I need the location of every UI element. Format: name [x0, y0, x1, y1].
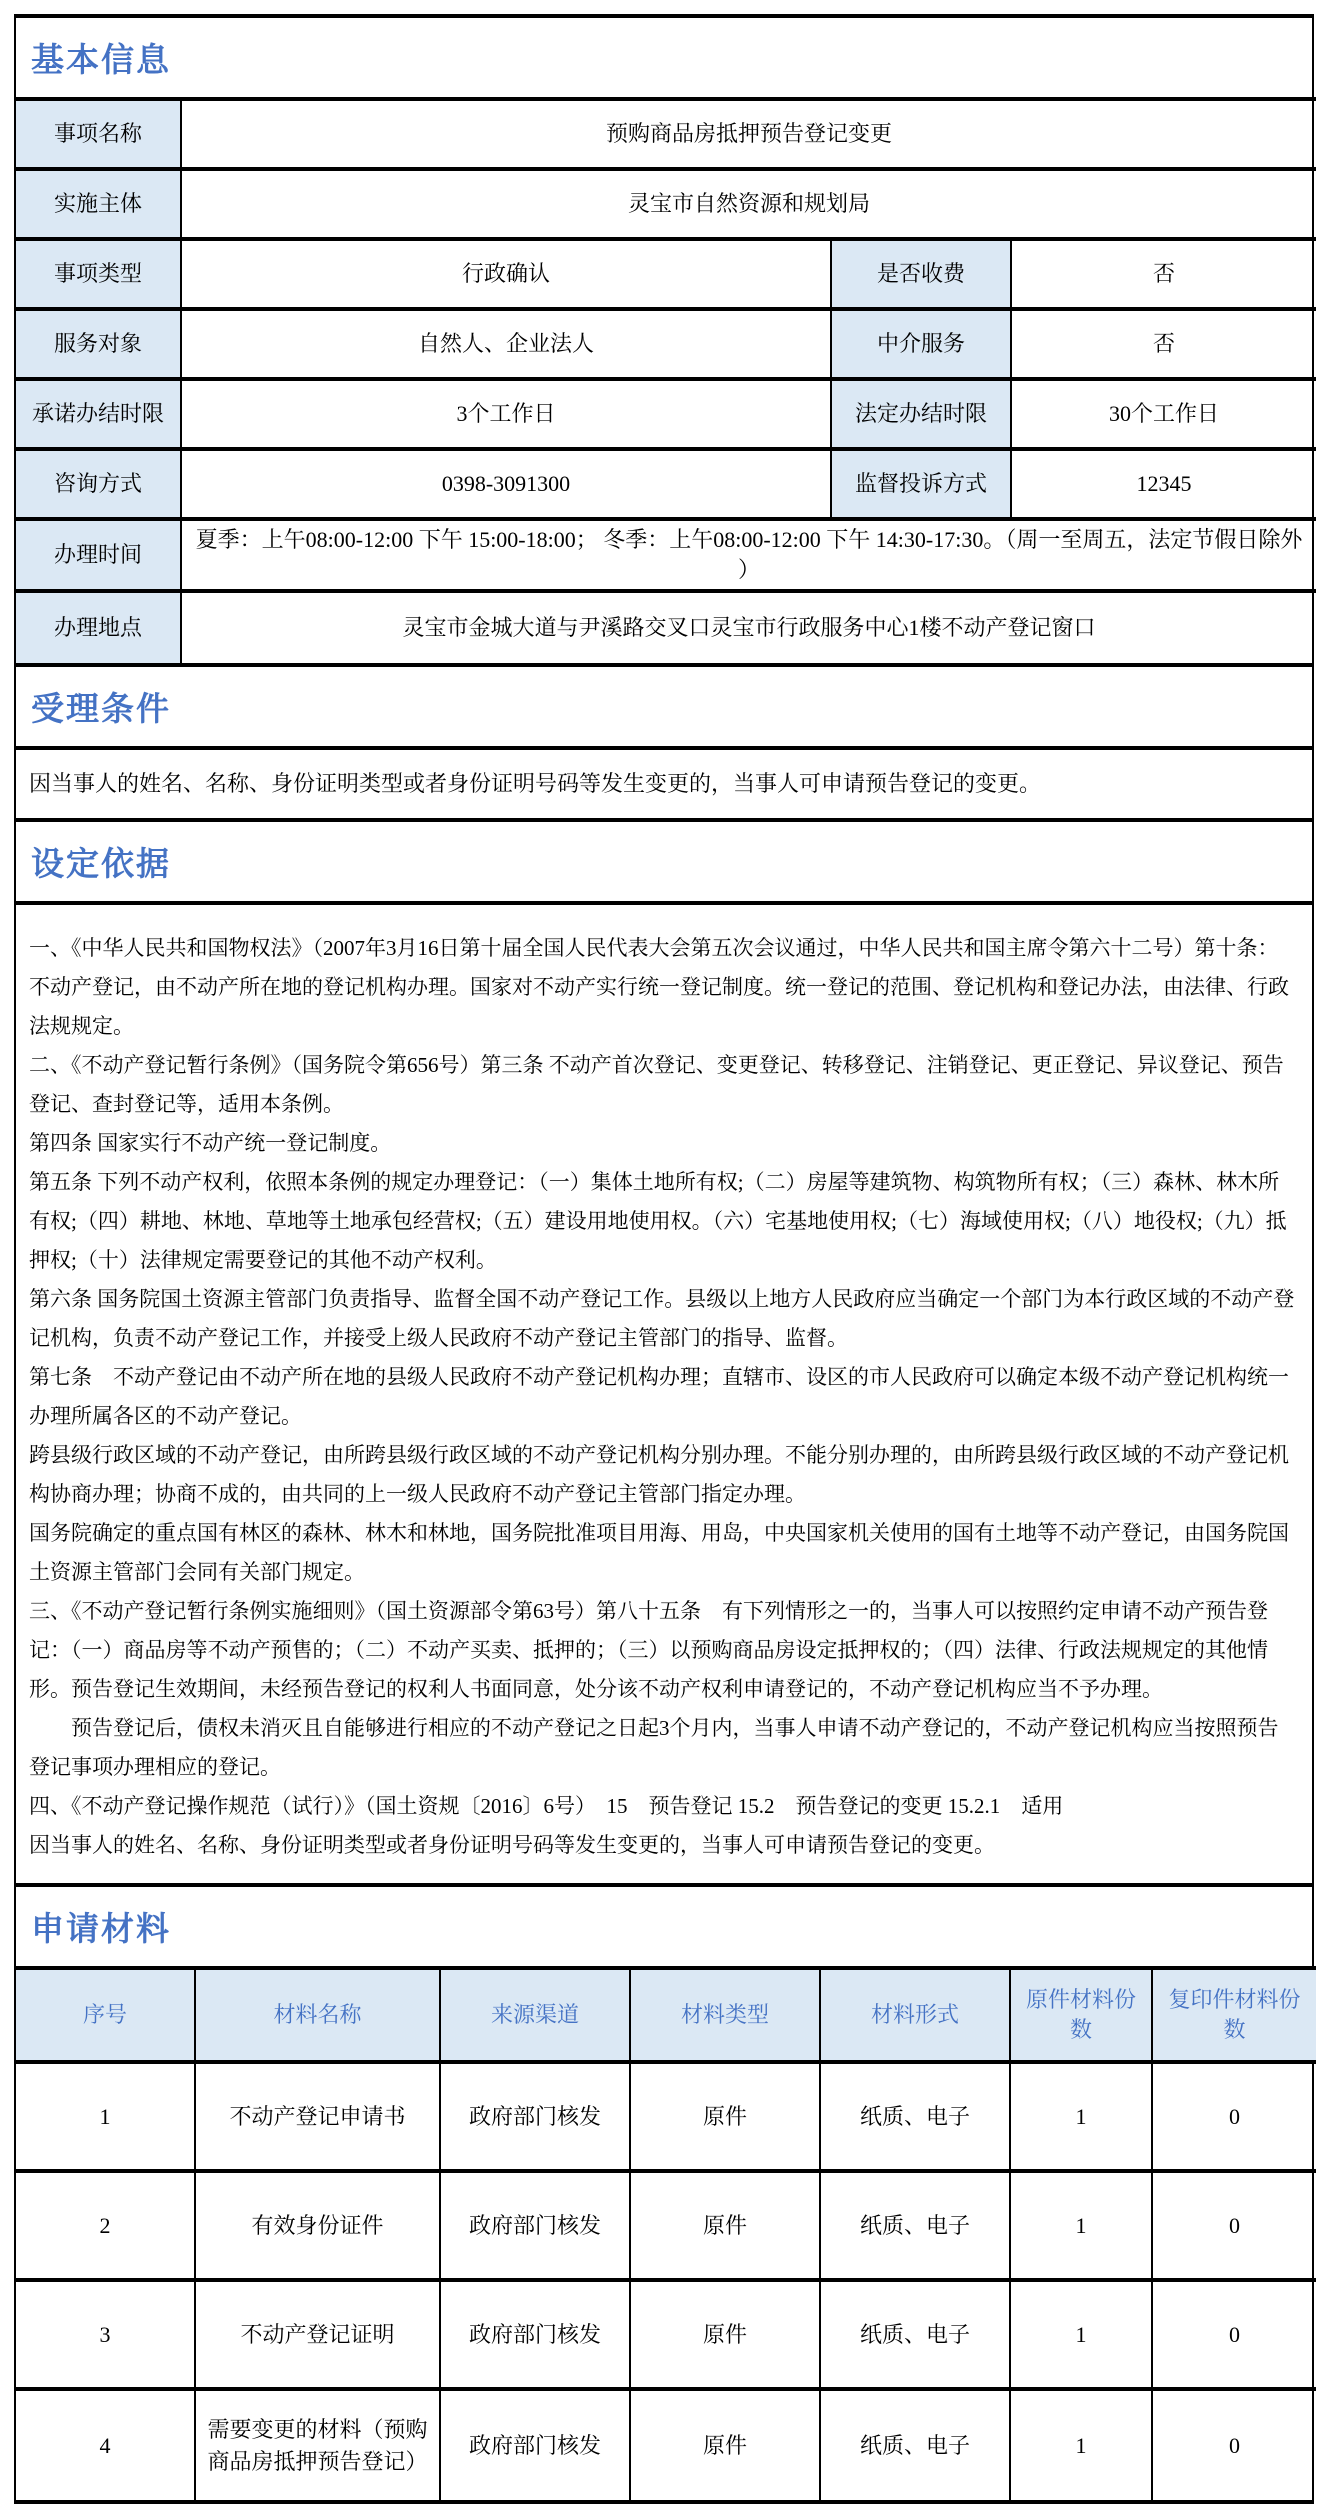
legal-paragraph: 跨县级行政区域的不动产登记，由所跨县级行政区域的不动产登记机构分别办理。不能分别办理的，由所跨县级行政区域的不动产登记机构协商办理；协商不成的，由共同的上一级人民政府不动产登记主管部门指定办理。: [29, 1443, 1289, 1506]
field-label-service-target: 服务对象: [16, 311, 182, 381]
legal-paragraph: 三、《不动产登记暂行条例实施细则》（国土资源部令第63号）第八十五条 有下列情形之一的，当事人可以按照约定申请不动产预告登记：（一）商品房等不动产预售的；（二）不动产买卖、抵押的；（三）以预购商品房设定抵押权的；（四）法律、行政法规规定的其他情形。预告登记生效期间，未经预告登记的权利人书面同意，处分该不动产权利申请登记的，不动产登记机构应当不予办理。: [29, 1599, 1268, 1701]
field-label-office-hours: 办理时间: [16, 521, 182, 593]
field-label-item-type: 事项类型: [16, 241, 182, 311]
materials-row: [16, 2173, 1316, 2282]
field-value-consult-phone: 0398-3091300: [182, 451, 832, 521]
materials-cell-form: 纸质、电子: [821, 2282, 1011, 2391]
materials-cell-type: 原件: [631, 2173, 821, 2282]
field-label-intermediary: 中介服务: [832, 311, 1012, 381]
materials-cell-original-count: 1: [1011, 2064, 1153, 2173]
legal-paragraph: 因当事人的姓名、名称、身份证明类型或者身份证明号码等发生变更的，当事人可申请预告登记的变更。: [29, 1833, 995, 1857]
materials-cell-form: 纸质、电子: [821, 2064, 1011, 2173]
table-row: [16, 381, 1316, 451]
materials-header-type: 材料类型: [631, 1970, 821, 2064]
materials-cell-type: 原件: [631, 2064, 821, 2173]
field-value-charge: 否: [1012, 241, 1316, 311]
materials-cell-seq: 4: [16, 2391, 196, 2500]
materials-cell-original-count: 1: [1011, 2391, 1153, 2500]
field-value-legal-time: 30个工作日: [1012, 381, 1316, 451]
table-row: [16, 101, 1316, 171]
field-value-office-hours: 夏季：上午08:00-12:00 下午 15:00-18:00； 冬季：上午08:00-12:00 下午 14:30-17:30。（周一至周五，法定节假日除外 ）: [182, 521, 1316, 593]
materials-cell-name: 不动产登记申请书: [196, 2064, 441, 2173]
materials-cell-seq: 2: [16, 2173, 196, 2282]
materials-cell-seq: 1: [16, 2064, 196, 2173]
table-row: [16, 171, 1316, 241]
section-title-basic-info: 基本信息: [16, 18, 1312, 97]
legal-paragraph: 二、《不动产登记暂行条例》（国务院令第656号）第三条 不动产首次登记、变更登记、转移登记、注销登记、更正登记、异议登记、预告登记、查封登记等，适用本条例。: [29, 1053, 1284, 1116]
materials-header-copy-count: 复印件材料份数: [1153, 1970, 1316, 2064]
service-item-document: [14, 14, 1314, 2504]
materials-cell-type: 原件: [631, 2282, 821, 2391]
materials-cell-form: 纸质、电子: [821, 2173, 1011, 2282]
materials-cell-source: 政府部门核发: [441, 2173, 631, 2282]
materials-row: [16, 2064, 1316, 2173]
materials-cell-copy-count: 0: [1229, 2432, 1240, 2458]
legal-paragraph: 四、《不动产登记操作规范（试行）》（国土资规〔2016〕6号） 15 预告登记 15.2 预告登记的变更 15.2.1 适用: [29, 1794, 1064, 1818]
materials-cell-seq: 3: [16, 2282, 196, 2391]
legal-paragraph: 国务院确定的重点国有林区的森林、林木和林地，国务院批准项目用海、用岛，中央国家机关使用的国有土地等不动产登记，由国务院国土资源主管部门会同有关部门规定。: [29, 1521, 1289, 1584]
materials-cell-source: 政府部门核发: [441, 2282, 631, 2391]
field-value-item-type: 行政确认: [182, 241, 832, 311]
materials-header-original-count: 原件材料份数: [1011, 1970, 1153, 2064]
field-label-complaint-phone: 监督投诉方式: [832, 451, 1012, 521]
field-value-office-location: 灵宝市金城大道与尹溪路交叉口灵宝市行政服务中心1楼不动产登记窗口: [402, 615, 1096, 640]
materials-cell-copy-count: 0: [1153, 2282, 1316, 2391]
table-row: [16, 451, 1316, 521]
table-row: [16, 241, 1316, 311]
materials-header-name: 材料名称: [196, 1970, 441, 2064]
legal-paragraph: 第七条 不动产登记由不动产所在地的县级人民政府不动产登记机构办理；直辖市、设区的市人民政府可以确定本级不动产登记机构统一办理所属各区的不动产登记。: [29, 1365, 1289, 1428]
materials-row: [16, 2282, 1316, 2391]
field-label-consult-phone: 咨询方式: [16, 451, 182, 521]
materials-header-form: 材料形式: [821, 1970, 1011, 2064]
field-value-complaint-phone: 12345: [1012, 451, 1316, 521]
legal-paragraph: 第六条 国务院国土资源主管部门负责指导、监督全国不动产登记工作。县级以上地方人民政府应当确定一个部门为本行政区域的不动产登记机构，负责不动产登记工作，并接受上级人民政府不动产登记主管部门的指导、监督。: [29, 1287, 1295, 1350]
legal-paragraph: 第四条 国家实行不动产统一登记制度。: [29, 1131, 392, 1155]
legal-basis-text: [16, 901, 1312, 1883]
materials-header-row: [16, 1970, 1316, 2064]
materials-cell-original-count: 1: [1011, 2282, 1153, 2391]
field-value-implementing-body: 灵宝市自然资源和规划局: [182, 171, 1316, 241]
materials-cell-type: 原件: [631, 2391, 821, 2500]
field-label-implementing-body: 实施主体: [16, 171, 182, 241]
field-value-service-target: 自然人、企业法人: [182, 311, 832, 381]
materials-cell-name: 不动产登记证明: [196, 2282, 441, 2391]
materials-cell-form: 纸质、电子: [821, 2391, 1011, 2500]
table-row: [16, 311, 1316, 381]
field-value-item-name: 预购商品房抵押预告登记变更: [182, 101, 1316, 171]
field-label-promised-time: 承诺办结时限: [16, 381, 182, 451]
basic-info-table: [16, 97, 1316, 663]
materials-cell-original-count: 1: [1011, 2173, 1153, 2282]
field-label-office-location: 办理地点: [16, 593, 182, 663]
legal-paragraph: 一、《中华人民共和国物权法》（2007年3月16日第十届全国人民代表大会第五次会议通过，中华人民共和国主席令第六十二号）第十条：不动产登记，由不动产所在地的登记机构办理。国家对不动产实行统一登记制度。统一登记的范围、登记机构和登记办法，由法律、行政法规规定。: [29, 936, 1289, 1038]
materials-cell-source: 政府部门核发: [441, 2391, 631, 2500]
materials-cell-name: 有效身份证件: [196, 2173, 441, 2282]
materials-cell-copy-count: 0: [1153, 2064, 1316, 2173]
section-title-application-materials: 申请材料: [16, 1883, 1312, 1966]
materials-table: [16, 1966, 1316, 2500]
materials-cell-name: 需要变更的材料（预购商品房抵押预告登记）: [196, 2391, 441, 2500]
materials-header-source: 来源渠道: [441, 1970, 631, 2064]
materials-row: [16, 2391, 1316, 2500]
field-value-intermediary: 否: [1012, 311, 1316, 381]
field-value-promised-time: 3个工作日: [182, 381, 832, 451]
section-title-legal-basis: 设定依据: [16, 818, 1312, 901]
materials-cell-source: 政府部门核发: [441, 2064, 631, 2173]
table-row: [16, 593, 1316, 663]
field-label-legal-time: 法定办结时限: [832, 381, 1012, 451]
field-label-item-name: 事项名称: [16, 101, 182, 171]
legal-paragraph: 第五条 下列不动产权利，依照本条例的规定办理登记：（一）集体土地所有权;（二）房屋等建筑物、构筑物所有权；（三）森林、林木所有权;（四）耕地、林地、草地等土地承包经营权;（五）建设用地使用权。（六）宅基地使用权;（七）海域使用权;（八）地役权;（九）抵押权;（十）法律规定需要登记的其他不动产权利。: [29, 1170, 1287, 1272]
field-label-charge: 是否收费: [832, 241, 1012, 311]
legal-paragraph: 预告登记后，债权未消灭且自能够进行相应的不动产登记之日起3个月内，当事人申请不动产登记的，不动产登记机构应当按照预告登记事项办理相应的登记。: [29, 1716, 1279, 1779]
materials-header-seq: 序号: [16, 1970, 196, 2064]
section-title-acceptance-conditions: 受理条件: [16, 663, 1312, 746]
materials-cell-copy-count: 0: [1153, 2173, 1316, 2282]
table-row: [16, 521, 1316, 593]
acceptance-conditions-text: 因当事人的姓名、名称、身份证明类型或者身份证明号码等发生变更的，当事人可申请预告登记的变更。: [16, 746, 1312, 818]
